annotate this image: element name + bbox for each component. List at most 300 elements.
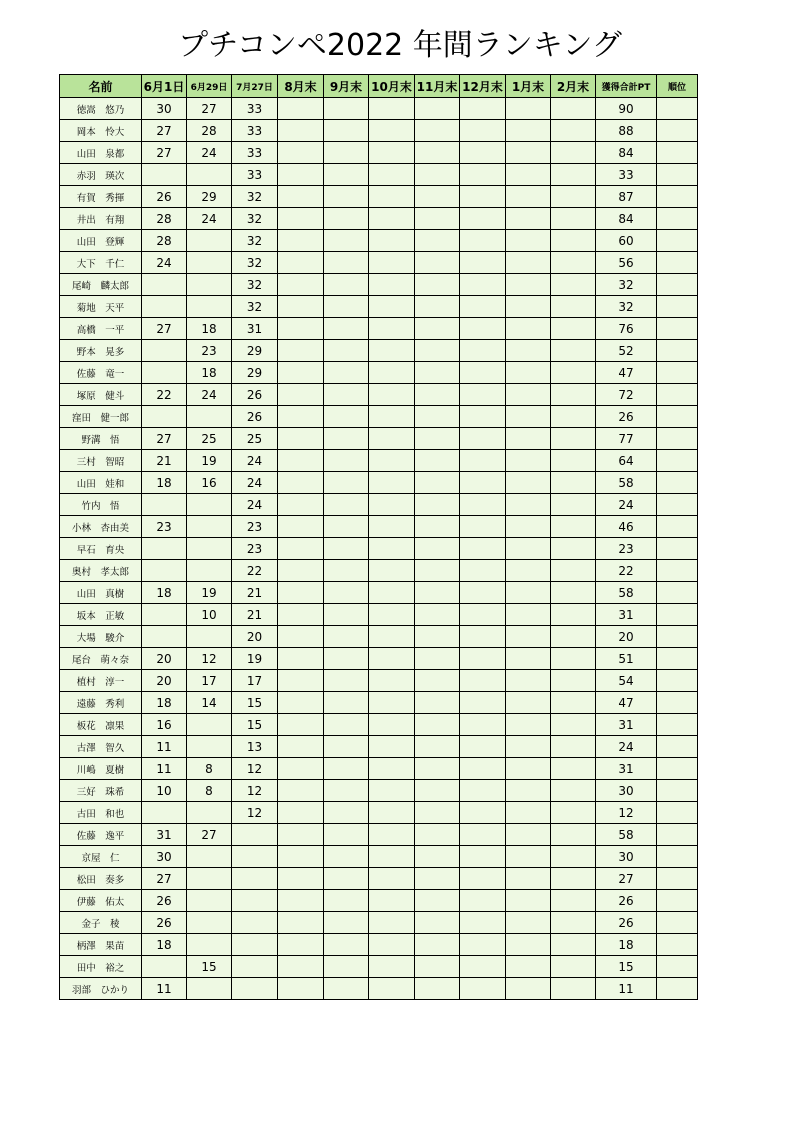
total-points-cell: 51 bbox=[596, 648, 657, 670]
score-cell: 13 bbox=[232, 736, 278, 758]
table-row bbox=[60, 274, 698, 296]
score-cell: 26 bbox=[142, 890, 187, 912]
rank-cell bbox=[657, 450, 698, 472]
score-cell bbox=[187, 252, 232, 274]
table-row bbox=[60, 428, 698, 450]
score-cell: 18 bbox=[142, 692, 187, 714]
total-points-cell: 90 bbox=[596, 98, 657, 120]
score-cell: 21 bbox=[232, 604, 278, 626]
player-name: 奥村 孝太郎 bbox=[60, 560, 142, 582]
player-name: 大場 駿介 bbox=[60, 626, 142, 648]
score-cell bbox=[460, 648, 506, 670]
score-cell bbox=[278, 780, 324, 802]
score-cell bbox=[551, 164, 596, 186]
rank-cell bbox=[657, 384, 698, 406]
score-cell: 28 bbox=[142, 208, 187, 230]
score-cell bbox=[324, 186, 369, 208]
player-name: 板花 凛果 bbox=[60, 714, 142, 736]
score-cell bbox=[324, 164, 369, 186]
table-row bbox=[60, 648, 698, 670]
score-cell bbox=[551, 824, 596, 846]
score-cell bbox=[369, 186, 415, 208]
score-cell bbox=[187, 296, 232, 318]
score-cell bbox=[187, 736, 232, 758]
score-cell bbox=[278, 318, 324, 340]
score-cell bbox=[369, 362, 415, 384]
score-cell bbox=[506, 428, 551, 450]
rank-cell bbox=[657, 978, 698, 1000]
score-cell bbox=[551, 780, 596, 802]
score-cell bbox=[324, 978, 369, 1000]
score-cell bbox=[324, 142, 369, 164]
score-cell bbox=[324, 406, 369, 428]
score-cell bbox=[415, 912, 460, 934]
player-name: 尾台 萌々奈 bbox=[60, 648, 142, 670]
score-cell bbox=[187, 538, 232, 560]
score-cell bbox=[506, 362, 551, 384]
score-cell bbox=[551, 450, 596, 472]
score-cell bbox=[506, 692, 551, 714]
score-cell bbox=[415, 780, 460, 802]
score-cell bbox=[278, 186, 324, 208]
total-points-cell: 32 bbox=[596, 296, 657, 318]
score-cell bbox=[460, 978, 506, 1000]
score-cell: 24 bbox=[232, 450, 278, 472]
score-cell bbox=[278, 890, 324, 912]
score-cell: 28 bbox=[187, 120, 232, 142]
score-cell: 11 bbox=[142, 758, 187, 780]
total-points-cell: 12 bbox=[596, 802, 657, 824]
table-row bbox=[60, 890, 698, 912]
score-cell: 15 bbox=[232, 692, 278, 714]
score-cell bbox=[232, 846, 278, 868]
total-points-cell: 76 bbox=[596, 318, 657, 340]
score-cell bbox=[278, 934, 324, 956]
score-cell: 18 bbox=[187, 318, 232, 340]
score-cell bbox=[278, 472, 324, 494]
score-cell bbox=[324, 604, 369, 626]
score-cell bbox=[415, 472, 460, 494]
score-cell: 28 bbox=[142, 230, 187, 252]
score-cell bbox=[324, 956, 369, 978]
score-cell bbox=[460, 560, 506, 582]
score-cell: 24 bbox=[142, 252, 187, 274]
total-points-cell: 30 bbox=[596, 780, 657, 802]
score-cell bbox=[142, 604, 187, 626]
score-cell: 12 bbox=[187, 648, 232, 670]
score-cell: 32 bbox=[232, 186, 278, 208]
player-name: 山田 泉都 bbox=[60, 142, 142, 164]
total-points-cell: 32 bbox=[596, 274, 657, 296]
score-cell bbox=[369, 406, 415, 428]
score-cell bbox=[460, 450, 506, 472]
score-cell bbox=[324, 670, 369, 692]
score-cell bbox=[460, 472, 506, 494]
rank-cell bbox=[657, 472, 698, 494]
score-cell bbox=[415, 384, 460, 406]
total-points-cell: 33 bbox=[596, 164, 657, 186]
score-cell bbox=[506, 120, 551, 142]
table-row bbox=[60, 670, 698, 692]
score-cell: 22 bbox=[142, 384, 187, 406]
score-cell bbox=[187, 934, 232, 956]
rank-cell bbox=[657, 274, 698, 296]
score-cell: 11 bbox=[142, 978, 187, 1000]
score-cell bbox=[278, 692, 324, 714]
score-cell bbox=[415, 868, 460, 890]
score-cell bbox=[415, 252, 460, 274]
score-cell bbox=[415, 758, 460, 780]
score-cell bbox=[278, 142, 324, 164]
score-cell: 18 bbox=[187, 362, 232, 384]
table-row bbox=[60, 186, 698, 208]
score-cell bbox=[278, 560, 324, 582]
score-cell bbox=[324, 912, 369, 934]
player-name: 菊地 天平 bbox=[60, 296, 142, 318]
score-cell bbox=[278, 582, 324, 604]
score-cell bbox=[460, 296, 506, 318]
rank-cell bbox=[657, 516, 698, 538]
score-cell bbox=[551, 868, 596, 890]
score-cell: 30 bbox=[142, 98, 187, 120]
score-cell bbox=[506, 626, 551, 648]
score-cell bbox=[506, 846, 551, 868]
rank-cell bbox=[657, 824, 698, 846]
score-cell bbox=[278, 494, 324, 516]
score-cell bbox=[551, 516, 596, 538]
total-points-cell: 24 bbox=[596, 494, 657, 516]
player-name: 有賀 秀揮 bbox=[60, 186, 142, 208]
score-cell bbox=[278, 164, 324, 186]
rank-cell bbox=[657, 670, 698, 692]
table-row bbox=[60, 296, 698, 318]
score-cell bbox=[460, 230, 506, 252]
score-cell bbox=[324, 560, 369, 582]
score-cell bbox=[369, 890, 415, 912]
score-cell: 16 bbox=[142, 714, 187, 736]
score-cell bbox=[369, 472, 415, 494]
score-cell: 27 bbox=[142, 868, 187, 890]
rank-cell bbox=[657, 714, 698, 736]
score-cell: 12 bbox=[232, 802, 278, 824]
score-cell bbox=[369, 846, 415, 868]
score-cell bbox=[369, 736, 415, 758]
score-cell bbox=[142, 274, 187, 296]
rank-cell bbox=[657, 736, 698, 758]
score-cell bbox=[369, 912, 415, 934]
table-row bbox=[60, 626, 698, 648]
score-cell bbox=[278, 516, 324, 538]
score-cell bbox=[415, 406, 460, 428]
score-cell: 16 bbox=[187, 472, 232, 494]
rank-cell bbox=[657, 208, 698, 230]
player-name: 三村 智昭 bbox=[60, 450, 142, 472]
player-name: 塚原 健斗 bbox=[60, 384, 142, 406]
total-points-cell: 84 bbox=[596, 142, 657, 164]
table-row bbox=[60, 450, 698, 472]
score-cell bbox=[278, 912, 324, 934]
score-cell bbox=[551, 384, 596, 406]
score-cell: 26 bbox=[232, 384, 278, 406]
score-cell bbox=[369, 318, 415, 340]
total-points-cell: 15 bbox=[596, 956, 657, 978]
score-cell bbox=[187, 802, 232, 824]
score-cell bbox=[278, 340, 324, 362]
player-name: 徳嵩 悠乃 bbox=[60, 98, 142, 120]
score-cell bbox=[551, 692, 596, 714]
score-cell bbox=[232, 912, 278, 934]
score-cell: 24 bbox=[232, 472, 278, 494]
rank-cell bbox=[657, 428, 698, 450]
header-dec: 12月末 bbox=[460, 75, 506, 98]
score-cell: 24 bbox=[187, 384, 232, 406]
score-cell bbox=[324, 890, 369, 912]
score-cell bbox=[506, 758, 551, 780]
score-cell: 27 bbox=[187, 98, 232, 120]
total-points-cell: 87 bbox=[596, 186, 657, 208]
player-name: 早石 育央 bbox=[60, 538, 142, 560]
score-cell bbox=[551, 802, 596, 824]
player-name: 古澤 智久 bbox=[60, 736, 142, 758]
header-row bbox=[60, 75, 698, 98]
score-cell bbox=[506, 538, 551, 560]
score-cell bbox=[324, 120, 369, 142]
total-points-cell: 60 bbox=[596, 230, 657, 252]
score-cell: 19 bbox=[187, 450, 232, 472]
score-cell bbox=[415, 582, 460, 604]
table-row bbox=[60, 956, 698, 978]
score-cell bbox=[278, 208, 324, 230]
score-cell bbox=[551, 890, 596, 912]
score-cell bbox=[460, 626, 506, 648]
score-cell: 23 bbox=[187, 340, 232, 362]
rank-cell bbox=[657, 406, 698, 428]
player-name: 柄澤 果苗 bbox=[60, 934, 142, 956]
score-cell bbox=[415, 736, 460, 758]
player-name: 金子 稜 bbox=[60, 912, 142, 934]
score-cell bbox=[506, 890, 551, 912]
total-points-cell: 20 bbox=[596, 626, 657, 648]
score-cell: 8 bbox=[187, 758, 232, 780]
total-points-cell: 30 bbox=[596, 846, 657, 868]
score-cell bbox=[142, 296, 187, 318]
score-cell bbox=[415, 318, 460, 340]
score-cell bbox=[324, 692, 369, 714]
score-cell bbox=[324, 802, 369, 824]
score-cell bbox=[506, 384, 551, 406]
score-cell: 21 bbox=[232, 582, 278, 604]
total-points-cell: 26 bbox=[596, 912, 657, 934]
score-cell bbox=[506, 604, 551, 626]
table-row bbox=[60, 758, 698, 780]
player-name: 山田 登輝 bbox=[60, 230, 142, 252]
score-cell bbox=[460, 164, 506, 186]
score-cell bbox=[187, 978, 232, 1000]
score-cell bbox=[369, 516, 415, 538]
score-cell bbox=[324, 626, 369, 648]
score-cell bbox=[415, 978, 460, 1000]
total-points-cell: 58 bbox=[596, 582, 657, 604]
score-cell bbox=[278, 274, 324, 296]
score-cell bbox=[506, 98, 551, 120]
score-cell bbox=[551, 604, 596, 626]
score-cell bbox=[369, 208, 415, 230]
score-cell: 15 bbox=[187, 956, 232, 978]
table-row bbox=[60, 164, 698, 186]
ranking-body bbox=[60, 98, 698, 1000]
player-name: 佐藤 竜一 bbox=[60, 362, 142, 384]
player-name: 坂本 正敏 bbox=[60, 604, 142, 626]
score-cell bbox=[369, 450, 415, 472]
score-cell bbox=[506, 494, 551, 516]
score-cell bbox=[460, 604, 506, 626]
score-cell bbox=[506, 472, 551, 494]
score-cell bbox=[232, 824, 278, 846]
score-cell bbox=[551, 120, 596, 142]
score-cell: 33 bbox=[232, 98, 278, 120]
score-cell bbox=[460, 318, 506, 340]
score-cell bbox=[506, 978, 551, 1000]
score-cell bbox=[142, 362, 187, 384]
score-cell bbox=[415, 846, 460, 868]
score-cell bbox=[324, 98, 369, 120]
score-cell: 32 bbox=[232, 230, 278, 252]
score-cell bbox=[278, 604, 324, 626]
total-points-cell: 64 bbox=[596, 450, 657, 472]
score-cell bbox=[278, 450, 324, 472]
score-cell bbox=[460, 494, 506, 516]
player-name: 山田 真樹 bbox=[60, 582, 142, 604]
score-cell bbox=[551, 956, 596, 978]
score-cell bbox=[324, 648, 369, 670]
rank-cell bbox=[657, 890, 698, 912]
player-name: 高橋 一平 bbox=[60, 318, 142, 340]
rank-cell bbox=[657, 560, 698, 582]
score-cell bbox=[460, 890, 506, 912]
player-name: 伊藤 佑太 bbox=[60, 890, 142, 912]
score-cell bbox=[551, 934, 596, 956]
total-points-cell: 22 bbox=[596, 560, 657, 582]
score-cell: 19 bbox=[232, 648, 278, 670]
score-cell bbox=[506, 186, 551, 208]
score-cell bbox=[324, 450, 369, 472]
score-cell bbox=[506, 912, 551, 934]
score-cell bbox=[460, 692, 506, 714]
table-row bbox=[60, 824, 698, 846]
header-nov: 11月末 bbox=[415, 75, 460, 98]
player-name: 赤羽 瑛次 bbox=[60, 164, 142, 186]
player-name: 窪田 健一郎 bbox=[60, 406, 142, 428]
score-cell bbox=[460, 582, 506, 604]
score-cell bbox=[415, 494, 460, 516]
score-cell bbox=[506, 648, 551, 670]
score-cell bbox=[324, 252, 369, 274]
header-jan: 1月末 bbox=[506, 75, 551, 98]
score-cell bbox=[278, 538, 324, 560]
score-cell bbox=[369, 164, 415, 186]
score-cell bbox=[460, 802, 506, 824]
rank-cell bbox=[657, 340, 698, 362]
rank-cell bbox=[657, 692, 698, 714]
score-cell bbox=[187, 516, 232, 538]
header-oct: 10月末 bbox=[369, 75, 415, 98]
score-cell bbox=[142, 538, 187, 560]
score-cell bbox=[551, 230, 596, 252]
score-cell bbox=[369, 560, 415, 582]
score-cell bbox=[278, 626, 324, 648]
score-cell bbox=[324, 384, 369, 406]
score-cell: 31 bbox=[232, 318, 278, 340]
table-row bbox=[60, 934, 698, 956]
score-cell: 12 bbox=[232, 780, 278, 802]
player-name: 小林 杏由美 bbox=[60, 516, 142, 538]
header-sep: 9月末 bbox=[324, 75, 369, 98]
score-cell bbox=[415, 362, 460, 384]
score-cell bbox=[506, 142, 551, 164]
page-title: プチコンペ2022 年間ランキング bbox=[178, 28, 622, 63]
score-cell bbox=[460, 956, 506, 978]
score-cell bbox=[142, 626, 187, 648]
score-cell: 18 bbox=[142, 934, 187, 956]
score-cell bbox=[460, 736, 506, 758]
score-cell: 17 bbox=[232, 670, 278, 692]
player-name: 田中 裕之 bbox=[60, 956, 142, 978]
score-cell bbox=[460, 538, 506, 560]
score-cell: 27 bbox=[142, 318, 187, 340]
score-cell bbox=[187, 714, 232, 736]
score-cell bbox=[187, 230, 232, 252]
score-cell bbox=[551, 186, 596, 208]
score-cell bbox=[324, 494, 369, 516]
header-jun1: 6月1日 bbox=[142, 75, 187, 98]
score-cell bbox=[415, 164, 460, 186]
header-jun29: 6月29日 bbox=[187, 75, 232, 98]
player-name: 植村 淳一 bbox=[60, 670, 142, 692]
player-name: 野本 晃多 bbox=[60, 340, 142, 362]
score-cell bbox=[324, 582, 369, 604]
score-cell bbox=[460, 912, 506, 934]
score-cell: 20 bbox=[232, 626, 278, 648]
score-cell bbox=[278, 98, 324, 120]
player-name: 三好 珠希 bbox=[60, 780, 142, 802]
score-cell bbox=[232, 868, 278, 890]
score-cell bbox=[369, 692, 415, 714]
score-cell bbox=[187, 494, 232, 516]
score-cell: 23 bbox=[232, 516, 278, 538]
player-name: 山田 娃和 bbox=[60, 472, 142, 494]
score-cell bbox=[460, 362, 506, 384]
score-cell bbox=[278, 252, 324, 274]
total-points-cell: 31 bbox=[596, 604, 657, 626]
score-cell bbox=[415, 296, 460, 318]
score-cell: 12 bbox=[232, 758, 278, 780]
score-cell bbox=[415, 956, 460, 978]
header-rank: 順位 bbox=[657, 75, 698, 98]
score-cell bbox=[415, 934, 460, 956]
score-cell bbox=[324, 538, 369, 560]
score-cell bbox=[551, 208, 596, 230]
score-cell bbox=[506, 406, 551, 428]
score-cell bbox=[324, 208, 369, 230]
score-cell bbox=[506, 230, 551, 252]
score-cell: 33 bbox=[232, 142, 278, 164]
score-cell bbox=[324, 824, 369, 846]
score-cell: 26 bbox=[142, 186, 187, 208]
score-cell bbox=[551, 340, 596, 362]
score-cell bbox=[551, 538, 596, 560]
score-cell bbox=[278, 230, 324, 252]
score-cell bbox=[369, 802, 415, 824]
